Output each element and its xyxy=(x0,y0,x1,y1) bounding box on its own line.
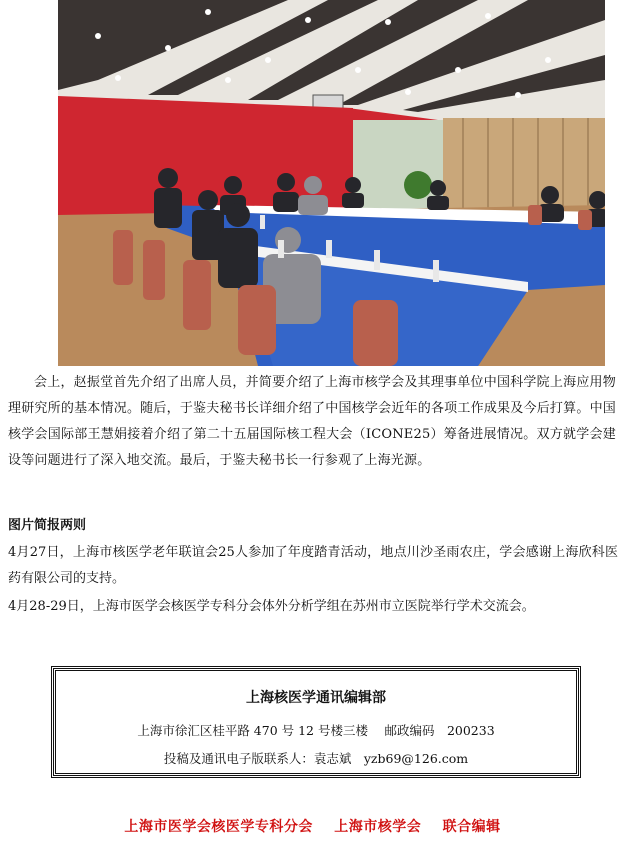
footer-label: 联合编辑 xyxy=(442,819,501,835)
brief-item: 4月28-29日，上海市医学会核医学专科分会体外分析学组在苏州市立医院举行学术交流会。 xyxy=(8,599,535,614)
footer-credits xyxy=(0,816,625,836)
footer-org-2: 上海市核学会 xyxy=(334,819,422,835)
editorial-title: 上海核医学通讯编辑部 xyxy=(246,690,386,706)
intro-paragraph: 会上，赵振堂首先介绍了出席人员，并简要介绍了上海市核学会及其理事单位中国科学院上海应用物理研究所的基本情况。随后，于鉴夫秘书长详细介绍了中国核学会近年的各项工作成果及今后打算。中国核学会国际部王慧娟接着介绍了第二十五届国际核工程大会（ICONE25）筹备进展情况。双方就学会建设等问题进行了深入地交流。最后，于鉴夫秘书长一行参观了上海光源。 xyxy=(8,375,616,468)
editorial-contact: 投稿及通讯电子版联系人：袁志斌 yzb69@126.com xyxy=(163,751,469,766)
brief-section-title: 图片简报两则 xyxy=(8,518,87,533)
brief-item: 4月27日，上海市核医学老年联谊会25人参加了年度踏青活动，地点川沙圣雨农庄，学会感谢上海欣科医药有限公司的支持。 xyxy=(8,545,618,586)
meeting-photo xyxy=(58,0,605,366)
editorial-box xyxy=(53,668,579,776)
footer-org-1: 上海市医学会核医学专科分会 xyxy=(124,819,313,835)
meeting-photo-drawing xyxy=(58,0,605,366)
editorial-address: 上海市徐汇区桂平路 470 号 12 号楼三楼 邮政编码 200233 xyxy=(137,723,495,738)
